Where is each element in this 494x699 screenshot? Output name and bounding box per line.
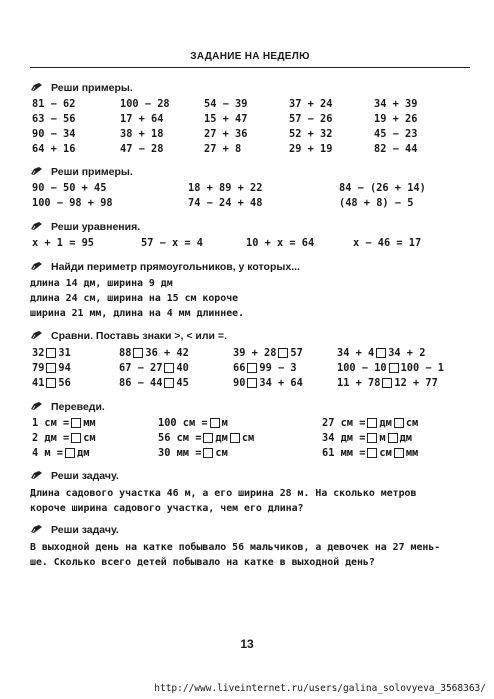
expression: 29 + 19: [289, 143, 333, 155]
answer-box[interactable]: [382, 378, 392, 388]
text-line: В выходной день на катке побывало 56 мальчиков, а девочек на 27 мень-: [30, 542, 441, 553]
compare-left: 34 + 4: [337, 347, 375, 359]
compare-right: 100 − 1: [400, 362, 445, 374]
answer-box[interactable]: [230, 433, 240, 443]
compare-right: 34 + 64: [259, 377, 303, 389]
comparison: [32, 362, 71, 374]
comparison: [119, 347, 189, 359]
compare-right: 36 + 42: [145, 347, 189, 359]
conversion: [158, 417, 228, 429]
text-line: длина 14 дм, ширина 9 дм: [30, 278, 173, 289]
expression: 90 − 34: [32, 128, 76, 140]
task-heading: [30, 330, 227, 342]
compare-right: 94: [58, 362, 71, 374]
expression: 57 − x = 4: [141, 237, 203, 249]
conversion-left: 4 м =: [32, 447, 63, 459]
compare-left: 79: [32, 362, 45, 374]
pencil-hand-icon: [30, 221, 43, 231]
text-line: короче ширина садового участка, чем его длина?: [30, 503, 304, 514]
answer-box[interactable]: [367, 418, 377, 428]
page-number: 13: [240, 637, 254, 651]
task-heading-text: Реши задачу.: [51, 524, 119, 536]
expression: 64 + 16: [32, 143, 76, 155]
conversion: [322, 417, 418, 429]
comparison: [337, 377, 438, 389]
answer-box[interactable]: [46, 363, 56, 373]
expression: 63 − 56: [32, 113, 76, 125]
task-heading: [30, 401, 105, 413]
conversion-left: 27 см =: [322, 417, 366, 429]
conversion: [322, 432, 412, 444]
task-heading-text: Реши примеры.: [51, 166, 133, 178]
answer-box[interactable]: [247, 378, 257, 388]
compare-right: 12 + 77: [394, 377, 438, 389]
unit-label: см: [83, 432, 96, 444]
answer-box[interactable]: [164, 378, 174, 388]
expression: x + 1 = 95: [32, 237, 94, 249]
title-divider: [30, 67, 470, 68]
expression: 90 − 50 + 45: [32, 182, 107, 194]
unit-label: дм: [77, 447, 90, 459]
expression: 84 − (26 + 14): [339, 182, 426, 194]
task-heading-text: Реши примеры.: [51, 82, 133, 94]
expression: 38 + 18: [120, 128, 164, 140]
expression: 19 + 26: [374, 113, 418, 125]
expression: 47 − 28: [120, 143, 164, 155]
expression: 37 + 24: [289, 98, 333, 110]
answer-box[interactable]: [164, 363, 174, 373]
conversion-left: 2 дм =: [32, 432, 70, 444]
expression: 100 − 28: [120, 98, 170, 110]
answer-box[interactable]: [278, 348, 288, 358]
expression: 54 − 39: [204, 98, 248, 110]
expression: 52 + 32: [289, 128, 333, 140]
task-heading: [30, 470, 119, 482]
comparison: [233, 362, 297, 374]
answer-box[interactable]: [65, 448, 75, 458]
task-heading: [30, 221, 140, 233]
pencil-hand-icon: [30, 261, 43, 271]
answer-box[interactable]: [46, 378, 56, 388]
conversion-left: 34 дм =: [322, 432, 366, 444]
conversion: [158, 447, 228, 459]
compare-left: 66: [233, 362, 246, 374]
unit-label: мм: [83, 417, 96, 429]
answer-box[interactable]: [46, 348, 56, 358]
task-heading: [30, 524, 119, 536]
compare-left: 88: [119, 347, 132, 359]
expression: 57 − 26: [289, 113, 333, 125]
text-line: ше. Сколько всего детей побывало на катке в выходной день?: [30, 557, 375, 568]
pencil-hand-icon: [30, 330, 43, 340]
conversion-left: 56 см =: [158, 432, 202, 444]
conversion: [322, 447, 418, 459]
conversion: [32, 432, 96, 444]
answer-box[interactable]: [394, 448, 404, 458]
answer-box[interactable]: [71, 418, 81, 428]
compare-left: 32: [32, 347, 45, 359]
pencil-hand-icon: [30, 470, 43, 480]
task-heading: [30, 261, 300, 273]
pencil-hand-icon: [30, 524, 43, 534]
compare-right: 56: [58, 377, 71, 389]
expression: (48 + 8) − 5: [339, 197, 414, 209]
comparison: [233, 377, 303, 389]
compare-right: 40: [176, 362, 189, 374]
expression: 15 + 47: [204, 113, 248, 125]
expression: 34 + 39: [374, 98, 418, 110]
unit-label: см: [379, 447, 392, 459]
compare-right: 34 + 2: [388, 347, 426, 359]
task-heading: [30, 82, 133, 94]
pencil-hand-icon: [30, 82, 43, 92]
compare-left: 41: [32, 377, 45, 389]
answer-box[interactable]: [203, 433, 213, 443]
compare-left: 100 − 10: [337, 362, 387, 374]
answer-box[interactable]: [367, 448, 377, 458]
answer-box[interactable]: [203, 448, 213, 458]
conversion-left: 61 мм =: [322, 447, 366, 459]
comparison: [119, 362, 189, 374]
text-line: ширина 21 мм, длина на 4 мм длиннее.: [30, 308, 245, 319]
expression: 100 − 98 + 98: [32, 197, 113, 209]
pencil-hand-icon: [30, 166, 43, 176]
conversion: [32, 447, 89, 459]
comparison: [32, 377, 71, 389]
comparison: [119, 377, 189, 389]
expression: 27 + 8: [204, 143, 242, 155]
footer-url: http://www.liveinternet.ru/users/galina_solovyeva_3568363/: [154, 683, 486, 694]
expression: 10 + x = 64: [246, 237, 315, 249]
expression: 81 − 62: [32, 98, 76, 110]
unit-label: см: [215, 447, 228, 459]
answer-box[interactable]: [376, 348, 386, 358]
comparison: [233, 347, 303, 359]
answer-box[interactable]: [389, 363, 399, 373]
compare-left: 90: [233, 377, 246, 389]
expression: x − 46 = 17: [353, 237, 422, 249]
compare-left: 11 + 78: [337, 377, 381, 389]
unit-label: см: [405, 417, 419, 429]
compare-right: 99 − 3: [259, 362, 297, 374]
task-heading-text: Реши уравнения.: [51, 221, 141, 233]
expression: 82 − 44: [374, 143, 418, 155]
compare-right: 31: [58, 347, 71, 359]
answer-box[interactable]: [367, 433, 377, 443]
compare-left: 39 + 28: [233, 347, 277, 359]
compare-left: 86 − 44: [119, 377, 163, 389]
expression: 17 + 64: [120, 113, 164, 125]
answer-box[interactable]: [71, 433, 81, 443]
unit-label: м: [221, 417, 228, 429]
unit-label: дм: [399, 432, 413, 444]
compare-left: 67 − 27: [119, 362, 163, 374]
comparison: [337, 347, 425, 359]
task-heading-text: Переведи.: [51, 401, 105, 413]
task-heading-text: Сравни. Поставь знаки >, < или =.: [51, 330, 227, 342]
task-heading: [30, 166, 133, 178]
conversion-left: 1 см =: [32, 417, 70, 429]
pencil-hand-icon: [30, 401, 43, 411]
answer-box[interactable]: [210, 418, 220, 428]
conversion: [158, 432, 254, 444]
text-line: Длина садового участка 46 м, а его ширина 28 м. На сколько метров: [30, 488, 417, 499]
expression: 27 + 36: [204, 128, 248, 140]
expression: 45 − 23: [374, 128, 418, 140]
unit-label: дм: [215, 432, 228, 444]
conversion-left: 100 см =: [158, 417, 208, 429]
expression: 74 − 24 + 48: [188, 197, 263, 209]
comparison: [337, 362, 444, 374]
task-heading-text: Реши задачу.: [51, 470, 119, 482]
conversion-left: 30 мм =: [158, 447, 202, 459]
answer-box[interactable]: [133, 348, 143, 358]
text-line: длина 24 см, ширина на 15 см короче: [30, 293, 239, 304]
task-heading-text: Найди периметр прямоугольников, у которых...: [51, 261, 300, 273]
expression: 18 + 89 + 22: [188, 182, 263, 194]
unit-label: дм: [379, 417, 392, 429]
compare-right: 57: [290, 347, 303, 359]
unit-label: м: [379, 432, 386, 444]
compare-right: 45: [176, 377, 189, 389]
answer-box[interactable]: [394, 418, 404, 428]
answer-box[interactable]: [247, 363, 257, 373]
conversion: [32, 417, 96, 429]
comparison: [32, 347, 71, 359]
page-title: ЗАДАНИЕ НА НЕДЕЛЮ: [190, 51, 310, 62]
answer-box[interactable]: [388, 433, 398, 443]
unit-label: мм: [405, 447, 419, 459]
unit-label: см: [241, 432, 255, 444]
